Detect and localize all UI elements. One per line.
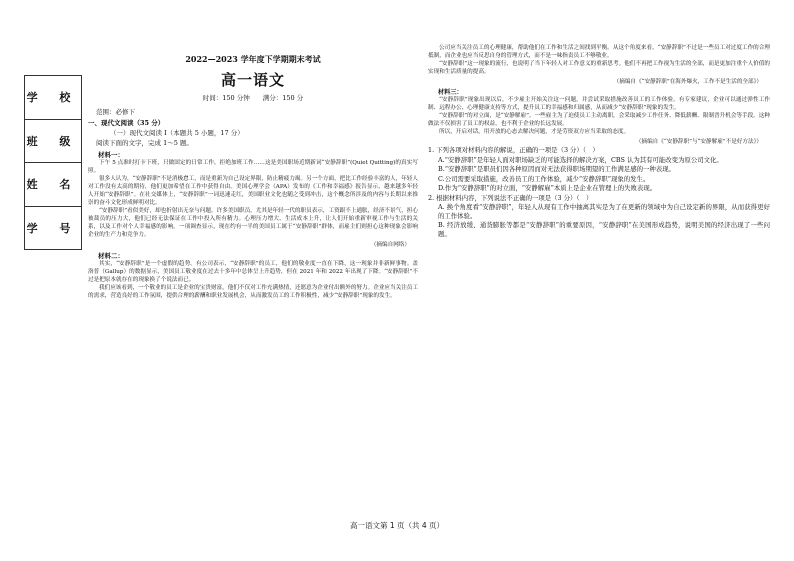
question-1-option: A.“安静辞职”是年轻人面对职场缺乏的可能选择的解决方案，CBS 认为其有可能改变为原公司文化。 — [438, 155, 723, 164]
question-1-option: D.作为“安静辞职”的对立面，“安静解雇”本质上是企业在管理上的失败表现。 — [438, 184, 657, 192]
student-number-label: 学 号 — [26, 221, 80, 235]
time-score: 时间：150 分钟 满分：150 分 — [202, 94, 304, 102]
student-info-box — [24, 75, 82, 250]
right-column — [428, 44, 770, 239]
material3-label: 材料三： — [438, 89, 463, 96]
material1-label: 材料一： — [98, 151, 124, 159]
question-1-option: B.“安静辞职”是职员们因各种原因而对无法获得职场期望的工作满足感的一种表现。 — [438, 165, 675, 173]
material3-paragraph: 所以，开启对话，用开放的心态去解决问题，才是劳资双方应当采取的态度。 — [439, 129, 630, 135]
school-label: 学 校 — [25, 76, 81, 120]
question-2-option: B. 经济放缓、通货膨胀等都是“安静辞职”的重要原因，“安静辞职”在美国形成趋势，说明美国的经济出现了一些问题。 — [438, 221, 770, 238]
right-source-mid: （摘编自《“安静辞职”与“安静解雇”不是好方法》） — [635, 139, 762, 145]
material3-paragraph: “安静辞职”的对立面，是“安静解雇”。一些雇主为了迫使员工主动离职，会采取减少工作任务、降低薪酬、限制晋升机会等手段。这种做法不仅损害了员工的权益，也不利于企业的长远发展。 — [428, 113, 770, 127]
class-label: 班 级 — [25, 120, 81, 164]
material1-paragraph: 下午 5 点准时打卡下班，只做固定的日常工作，拒绝加班工作……这是美国职场近期新词“安静辞职”(Quiet Quitting)的真实写照。 — [88, 160, 418, 174]
page-footer: 高一语文第 1 页（共 4 页） — [349, 521, 445, 530]
subject-title: 高一语文 — [220, 71, 285, 89]
scope: 范围：必修下 — [96, 108, 135, 116]
material3-paragraph: “安静辞职”现象出现以后，不少雇主开始关注这一问题，并尝试采取措施改善员工的工作体验。有专家建议，企业可以通过弹性工作制、远程办公、心理健康支持等方式，提升员工的幸福感和归属感，从而减少“安静辞职”现象的发生。 — [428, 97, 770, 111]
name-label: 姓 名 — [25, 163, 81, 207]
question-1-option: C.公司需要采取措施，改善员工的工作体验，减少“安静辞职”现象的发生。 — [438, 174, 650, 183]
left-column — [88, 48, 418, 300]
right-paragraph: 公司应当关注员工的心理健康，帮助他们在工作和生活之间找到平衡。从这个角度来看，“安静辞职”不过是一些员工对过度工作的合理抵制，而企业也应当反思自身的管理方式，而不是一味指责员工不够敬业。 — [428, 45, 770, 59]
material1-paragraph: 很多人认为，“安静辞职”不是消极怠工，而是重新为自己设定界限，防止精疲力竭。另一个方面，把比工作经验丰富的人，年轻人对工作没有太高的期待，他们更加希望在工作中获得自由。美国心理学会（APA）发布的《工作和幸福感》报告显示，越来越多年轻人开始“安静辞职”。在社交媒体上，“安静辞职”一词迅速走红，美国职业文化也随之受到冲击，这个概念所涉及的内容与长期以来推崇的奋斗文化形成鲜明对比。 — [88, 176, 418, 206]
subsection-heading: （一）现代文阅读 I（本题共 5 小题，17 分） — [110, 129, 244, 137]
right-source-top: （摘编自《“安静辞职”在海外爆火，工作不是生活的全部》） — [613, 79, 762, 85]
reading-instruction: 阅读下面的文字，完成 1～5 题。 — [96, 139, 193, 147]
question-2-option: A. 换个角度看“安静辞职”，年轻人从现有工作中抽离其实是为了在更新的领域中为自己设定新的界限，从而获得更好的工作体验。 — [438, 203, 770, 220]
material2-label: 材料二： — [98, 252, 124, 260]
section-heading: 一、现代文阅读（35 分） — [88, 119, 165, 127]
material1-paragraph: “安静辞职”看似美好，却也折射出无奈与问题。许多美国职员，尤其是年轻一代的职员表示，工资跟不上通胀，经济不景气，担心被裁员的压力大，他们已经无法保证在工作中投入所有精力。心理压力增大、生活成本上升，让人们开始重新审视工作与生活的关系，以及工作对个人幸福感的影响。一项调查显示，现在约有一半的美国员工属于“安静辞职”群体，而雇主们则担心这种现象会影响企业的生产力和竞争力。 — [88, 208, 418, 238]
question-1: 1. 下列各项对材料内容的解说，正确的一项是（3 分）（ ） — [428, 146, 599, 154]
right-paragraph: “安静辞职”这一现象的流行，也说明了当下年轻人对工作意义的重新思考。他们不再把工作视为生活的全部，而是更加注重个人价值的实现和生活质量的提高。 — [428, 61, 770, 75]
question-2: 2. 根据材料内容，下列说法不正确的一项是（3 分）（ ） — [428, 193, 593, 202]
exam-title: 2022—2023 学年度下学期期末考试 — [185, 54, 321, 64]
material2-paragraph: 我们应该看到，一个敬业的员工是企业的宝贵财富，他们不仅对工作充满热情，还愿意为企业付出额外的努力。企业应当关注员工的需求，营造良好的工作氛围，提供合理的薪酬和职业发展机会，从而激发员工的工作积极性，减少“安静辞职”现象的发生。 — [88, 285, 418, 299]
material2-paragraph: 其实，“安静辞职”是一个虚假的趋势。有公司表示，“安静辞职”的员工，他们的敬业度一直在下降，这一现象并非新鲜事物。盖洛普（Gallup）的数据显示，美国员工敬业度在过去十多年中总体呈上升趋势，但在 2021 年和 2022 年出现了下降。“安静辞职”不过是把原本就存在的现象换了个说法而已。 — [88, 261, 418, 283]
material1-source: （摘编自网络） — [370, 242, 410, 248]
